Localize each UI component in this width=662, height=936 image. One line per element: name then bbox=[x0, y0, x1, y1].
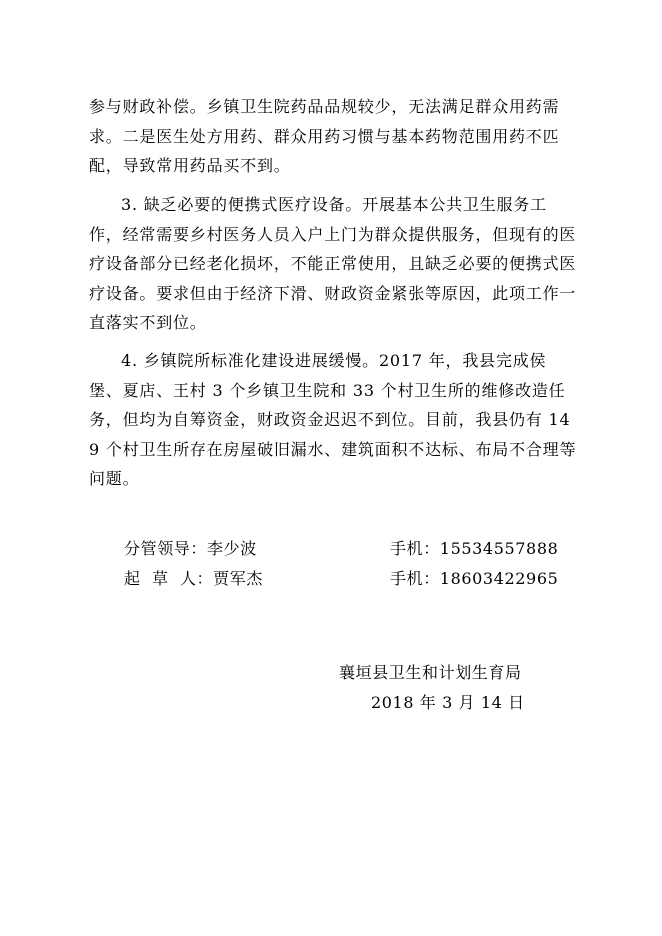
issuing-organization: 襄垣县卫生和计划生育局 bbox=[339, 663, 522, 682]
issue-date: 2018 年 3 月 14 日 bbox=[371, 693, 525, 712]
drafter-label: 起 草 人：贾军杰 bbox=[124, 569, 263, 588]
drafter-phone: 手机：18603422965 bbox=[390, 569, 559, 588]
leader-phone: 手机：15534557888 bbox=[390, 539, 559, 558]
paragraph-portable-equipment: 3. 缺乏必要的便携式医疗设备。开展基本公共卫生服务工作，经常需要乡村医务人员入户上门为群众提供服务，但现有的医疗设备部分已经老化损坏，不能正常使用，且缺乏必要的便携式医疗设备。要求但由于经济下滑、财政资金紧张等原因，此项工作一直落实不到位。 bbox=[89, 195, 577, 332]
paragraph-standardization: 4. 乡镇院所标准化建设进展缓慢。2017 年，我县完成侯堡、夏店、王村 3 个乡镇卫生院和 33 个村卫生所的维修改造任务，但均为自筹资金，财政资金迟迟不到位。目前，我县仍有 149 个村卫生所存在房屋破旧漏水、建筑面积不达标、布局不合理等问题。 bbox=[89, 351, 577, 488]
paragraph-drug-supply: 参与财政补偿。乡镇卫生院药品品规较少，无法满足群众用药需求。二是医生处方用药、群众用药习惯与基本药物范围用药不匹配，导致常用药品买不到。 bbox=[89, 97, 560, 175]
leader-label: 分管领导：李少波 bbox=[124, 539, 257, 558]
